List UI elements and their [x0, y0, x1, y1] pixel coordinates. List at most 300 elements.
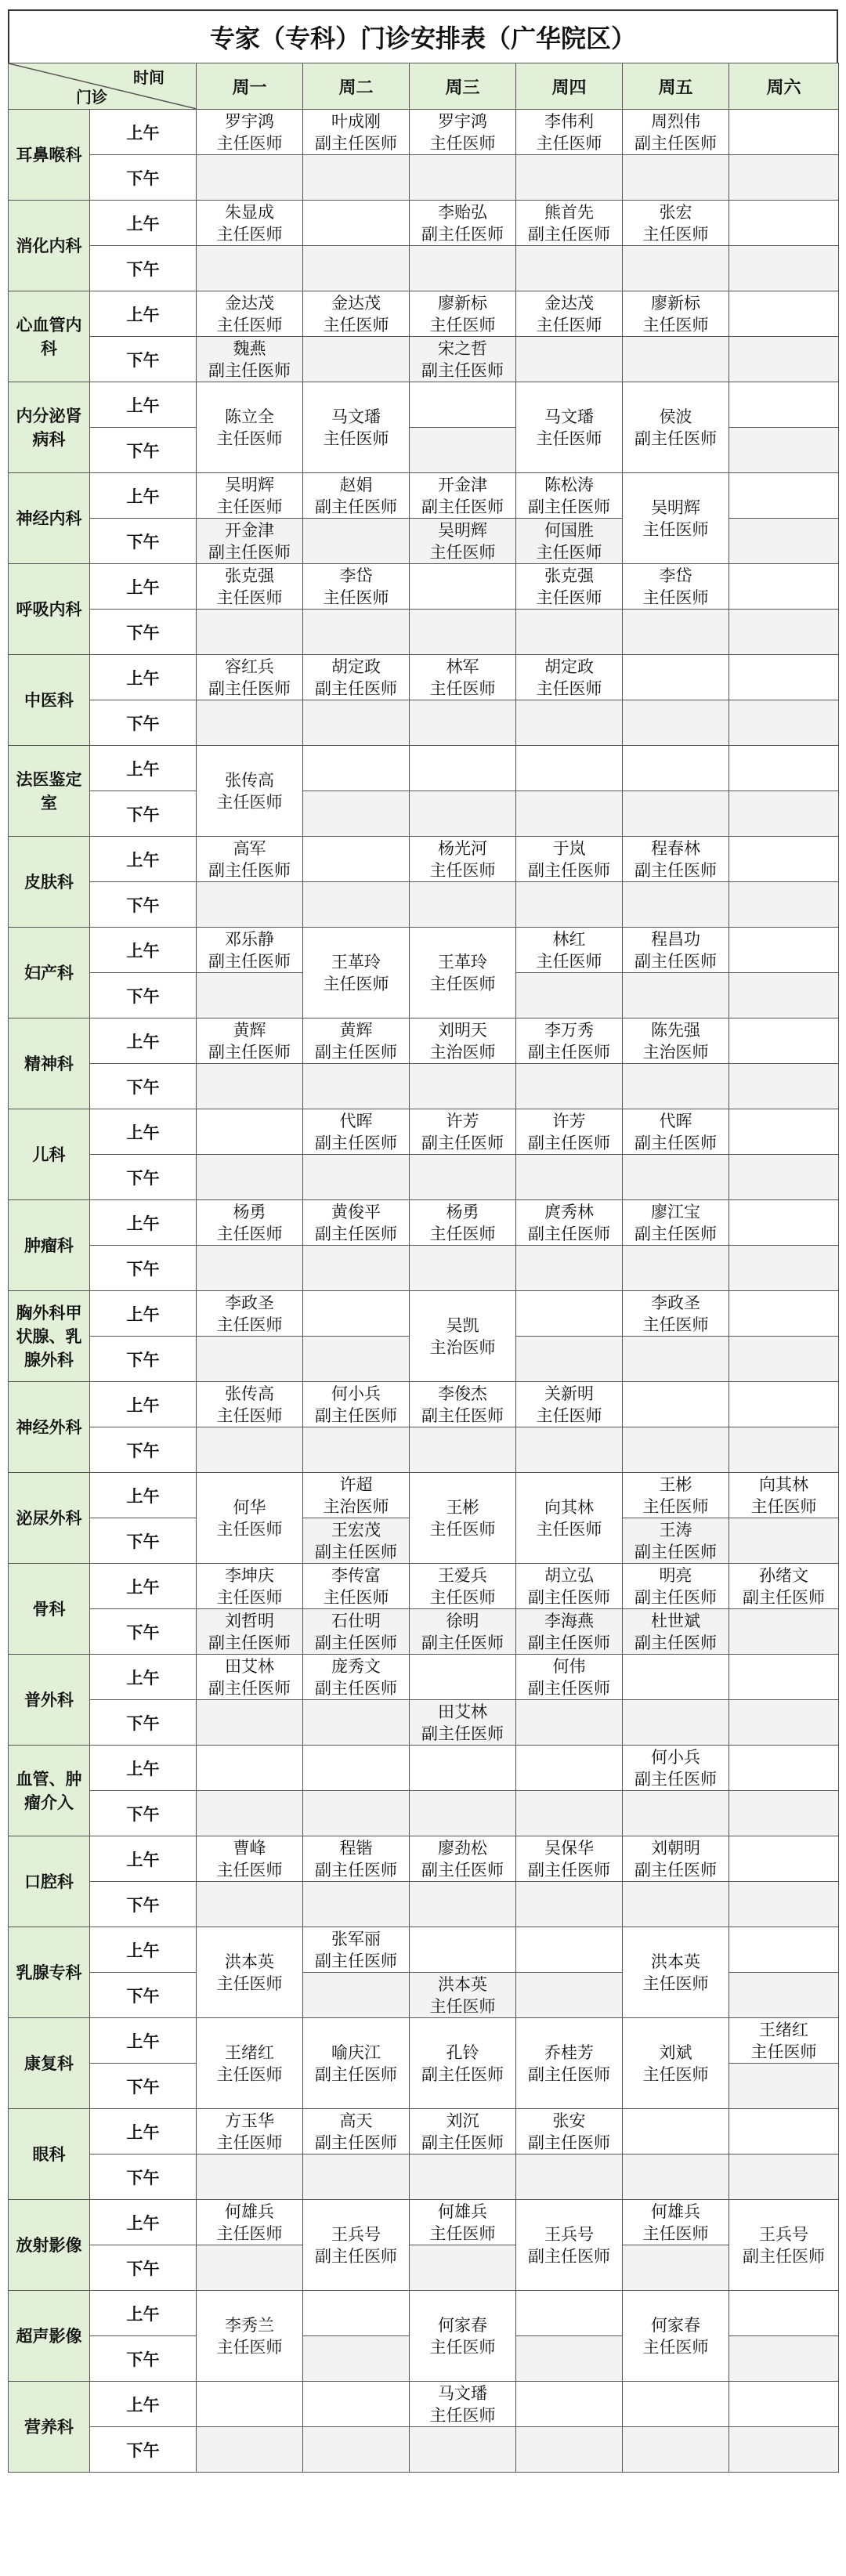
schedule-cell-mon-am: [197, 2382, 303, 2427]
department-name: 神经外科: [9, 1382, 90, 1473]
doctor-name: 李贻弘: [438, 202, 487, 222]
doctor-name: 宋之哲: [438, 338, 487, 358]
doctor-name: 林军: [446, 657, 479, 676]
schedule-cell-fri-pm: [623, 973, 729, 1018]
schedule-cell-mon-pm: [197, 1246, 303, 1291]
afternoon-label: 下午: [90, 1700, 197, 1746]
schedule-cell-sat-pm: [729, 1427, 839, 1473]
schedule-cell-fri-am: [623, 1473, 729, 1518]
afternoon-label: 下午: [90, 428, 197, 473]
schedule-cell-thu-pm: [516, 973, 623, 1018]
doctor-name: 王宏茂: [331, 1520, 381, 1539]
schedule-row-am: [9, 1655, 839, 1700]
schedule-cell-sat-am: [729, 1655, 839, 1700]
schedule-cell-fri-am: [623, 1018, 729, 1064]
schedule-cell-tue-am: [303, 1109, 410, 1155]
doctor-title: 主任医师: [642, 2064, 709, 2084]
doctor-name: 张克强: [544, 566, 594, 585]
schedule-cell-wed-pm: [410, 1882, 516, 1927]
doctor-name: 李传富: [331, 1565, 381, 1585]
schedule-cell-wed-am: [410, 2200, 516, 2245]
schedule-cell-wed-pm: [410, 2155, 516, 2200]
doctor-title: 副主任医师: [528, 1678, 610, 1698]
doctor-name: 方玉华: [225, 2111, 274, 2130]
day-header-mon: 周一: [197, 63, 303, 110]
doctor-name: 陈立全: [225, 407, 274, 426]
doctor-title: 主任医师: [323, 315, 389, 335]
schedule-cell-tue-am: [303, 110, 410, 155]
schedule-cell-thu-pm: [516, 2427, 623, 2473]
schedule-cell-sat-am: [729, 837, 839, 882]
doctor-name: 程锴: [339, 1838, 373, 1858]
doctor-name: 乔桂芳: [544, 2042, 594, 2062]
doctor-title: 主任医师: [216, 1587, 283, 1607]
schedule-cell-thu-pm: [516, 2336, 623, 2382]
schedule-cell-tue-pm: [303, 1155, 410, 1200]
doctor-title: 副主任医师: [634, 1860, 717, 1880]
schedule-cell-thu-am: [516, 382, 623, 473]
schedule-cell-tue-am: [303, 2291, 410, 2336]
doctor-title: 主任医师: [323, 974, 389, 993]
doctor-title: 主任医师: [642, 519, 709, 539]
schedule-cell-thu-pm: [516, 1246, 623, 1291]
doctor-title: 主任医师: [216, 2133, 283, 2152]
doctor-name: 曹峰: [233, 1838, 266, 1858]
schedule-cell-fri-am: [623, 837, 729, 882]
department-name: 血管、肿瘤介入: [9, 1746, 90, 1836]
schedule-cell-mon-am: [197, 2109, 303, 2155]
doctor-name: 王兵号: [759, 2224, 808, 2244]
schedule-cell-tue-am: [303, 2018, 410, 2109]
doctor-title: 主任医师: [323, 588, 389, 607]
doctor-name: 向其林: [759, 1474, 808, 1494]
doctor-name: 吴保华: [544, 1838, 594, 1858]
doctor-title: 主任医师: [429, 1587, 496, 1607]
doctor-title: 副主任医师: [208, 1042, 291, 1062]
morning-label: 上午: [90, 473, 197, 519]
schedule-row-am: [9, 1836, 839, 1882]
doctor-title: 副主任医师: [315, 1678, 397, 1698]
schedule-cell-fri-pm: [623, 1700, 729, 1746]
doctor-title: 主任医师: [536, 315, 602, 335]
doctor-title: 主任医师: [642, 1315, 709, 1334]
doctor-title: 副主任医师: [421, 1724, 504, 1743]
schedule-cell-tue-am: [303, 1018, 410, 1064]
schedule-cell-tue-pm: [303, 1427, 410, 1473]
doctor-name: 何家春: [651, 2315, 700, 2335]
doctor-title: 副主任医师: [421, 360, 504, 380]
schedule-cell-tue-pm: [303, 700, 410, 746]
afternoon-label: 下午: [90, 1155, 197, 1200]
morning-label: 上午: [90, 1109, 197, 1155]
doctor-name: 李岱: [339, 566, 373, 585]
schedule-cell-mon-pm: [197, 2245, 303, 2291]
schedule-cell-fri-am: [623, 564, 729, 610]
schedule-cell-fri-pm: [623, 2155, 729, 2200]
doctor-name: 李岱: [659, 566, 692, 585]
doctor-title: 主任医师: [216, 497, 283, 516]
doctor-title: 主任医师: [536, 133, 602, 153]
schedule-cell-thu-am: [516, 1473, 623, 1564]
schedule-cell-sat-am: [729, 1473, 839, 1518]
doctor-title: 副主任医师: [528, 1860, 610, 1880]
schedule-cell-mon-pm: [197, 2155, 303, 2200]
schedule-cell-sat-am: [729, 1836, 839, 1882]
schedule-row-am: [9, 2018, 839, 2064]
schedule-cell-tue-pm: [303, 337, 410, 382]
morning-label: 上午: [90, 2382, 197, 2427]
schedule-cell-thu-am: [516, 1927, 623, 1973]
schedule-cell-tue-pm: [303, 2336, 410, 2382]
schedule-cell-sat-pm: [729, 882, 839, 928]
doctor-name: 何国胜: [544, 520, 594, 540]
morning-label: 上午: [90, 746, 197, 791]
schedule-cell-mon-pm: [197, 246, 303, 291]
schedule-cell-wed-pm: [410, 155, 516, 201]
doctor-name: 罗宇鸿: [225, 111, 274, 131]
department-name: 胸外科甲状腺、乳腺外科: [9, 1291, 90, 1382]
doctor-title: 副主任医师: [208, 860, 291, 880]
schedule-cell-sat-am: [729, 2200, 839, 2291]
schedule-cell-wed-pm: [410, 791, 516, 837]
department-name: 心血管内科: [9, 291, 90, 382]
schedule-row-pm: [9, 1882, 839, 1927]
schedule-cell-tue-pm: [303, 1882, 410, 1927]
schedule-cell-wed-am: [410, 110, 516, 155]
schedule-cell-mon-am: [197, 1018, 303, 1064]
schedule-row-am: [9, 928, 839, 973]
department-name: 口腔科: [9, 1836, 90, 1927]
schedule-row-am: [9, 1109, 839, 1155]
doctor-title: 主任医师: [536, 429, 602, 448]
schedule-cell-mon-pm: [197, 1064, 303, 1109]
schedule-cell-mon-am: [197, 746, 303, 837]
doctor-title: 主治医师: [323, 1496, 389, 1516]
doctor-title: 主任医师: [536, 678, 602, 698]
doctor-name: 陈松涛: [544, 475, 594, 494]
schedule-cell-tue-pm: [303, 1064, 410, 1109]
schedule-cell-thu-pm: [516, 882, 623, 928]
doctor-title: 副主任医师: [315, 678, 397, 698]
doctor-name: 孔铃: [446, 2042, 479, 2062]
schedule-cell-thu-pm: [516, 791, 623, 837]
doctor-title: 主任医师: [216, 1860, 283, 1880]
schedule-cell-tue-pm: [303, 2427, 410, 2473]
morning-label: 上午: [90, 1655, 197, 1700]
afternoon-label: 下午: [90, 519, 197, 564]
morning-label: 上午: [90, 1200, 197, 1246]
morning-label: 上午: [90, 837, 197, 882]
doctor-name: 田艾林: [225, 1656, 274, 1676]
schedule-cell-fri-pm: [623, 791, 729, 837]
department-name: 泌尿外科: [9, 1473, 90, 1564]
doctor-title: 主任医师: [642, 588, 709, 607]
doctor-name: 石仕明: [331, 1611, 381, 1630]
doctor-name: 胡定政: [544, 657, 594, 676]
schedule-cell-thu-am: [516, 1382, 623, 1427]
doctor-title: 副主任医师: [315, 2064, 397, 2084]
schedule-cell-mon-am: [197, 655, 303, 700]
doctor-title: 副主任医师: [208, 542, 291, 562]
schedule-cell-thu-pm: [516, 1155, 623, 1200]
morning-label: 上午: [90, 1291, 197, 1337]
department-name: 呼吸内科: [9, 564, 90, 655]
schedule-cell-wed-am: [410, 291, 516, 337]
doctor-title: 主任医师: [536, 542, 602, 562]
doctor-title: 副主任医师: [634, 1133, 717, 1152]
doctor-title: 主治医师: [429, 1337, 496, 1357]
schedule-cell-tue-am: [303, 1655, 410, 1700]
schedule-cell-tue-am: [303, 2109, 410, 2155]
schedule-cell-tue-am: [303, 564, 410, 610]
doctor-title: 主任医师: [216, 429, 283, 448]
doctor-title: 主任医师: [429, 2337, 496, 2357]
doctor-title: 主任医师: [429, 315, 496, 335]
doctor-name: 王革玲: [438, 952, 487, 971]
doctor-name: 孙绪文: [759, 1565, 808, 1585]
doctor-title: 主任医师: [642, 2223, 709, 2243]
schedule-cell-wed-am: [410, 746, 516, 791]
schedule-cell-sat-am: [729, 1109, 839, 1155]
morning-label: 上午: [90, 110, 197, 155]
doctor-title: 副主任医师: [743, 1587, 825, 1607]
department-name: 中医科: [9, 655, 90, 746]
schedule-row-am: [9, 2382, 839, 2427]
afternoon-label: 下午: [90, 1518, 197, 1564]
schedule-cell-wed-am: [410, 1382, 516, 1427]
schedule-cell-mon-pm: [197, 155, 303, 201]
schedule-cell-mon-pm: [197, 882, 303, 928]
schedule-cell-wed-am: [410, 473, 516, 519]
doctor-name: 马文璠: [331, 407, 381, 426]
schedule-row-pm: [9, 1609, 839, 1655]
doctor-name: 开金津: [225, 520, 274, 540]
schedule-cell-fri-am: [623, 473, 729, 564]
schedule-cell-fri-am: [623, 2291, 729, 2382]
doctor-name: 张克强: [225, 566, 274, 585]
schedule-cell-wed-am: [410, 2018, 516, 2109]
doctor-title: 副主任医师: [315, 1224, 397, 1243]
doctor-title: 副主任医师: [634, 1633, 717, 1652]
schedule-cell-thu-am: [516, 564, 623, 610]
doctor-title: 主任医师: [216, 1974, 283, 1993]
doctor-name: 田艾林: [438, 1702, 487, 1721]
doctor-name: 王绪红: [225, 2042, 274, 2062]
department-name: 肿瘤科: [9, 1200, 90, 1291]
schedule-row-pm: [9, 155, 839, 201]
doctor-name: 金达茂: [331, 293, 381, 313]
morning-label: 上午: [90, 1746, 197, 1791]
doctor-title: 主治医师: [429, 1042, 496, 1062]
doctor-title: 主任医师: [216, 315, 283, 335]
doctor-title: 主任医师: [216, 588, 283, 607]
doctor-name: 林红: [552, 929, 586, 949]
doctor-title: 副主任医师: [315, 1542, 397, 1561]
doctor-title: 主任医师: [642, 2337, 709, 2357]
schedule-row-am: [9, 291, 839, 337]
doctor-title: 副主任医师: [634, 1542, 717, 1561]
schedule-cell-wed-am: [410, 1200, 516, 1246]
department-name: 眼科: [9, 2109, 90, 2200]
doctor-name: 李秀兰: [225, 2315, 274, 2335]
day-header-tue: 周二: [303, 63, 410, 110]
schedule-cell-fri-am: [623, 201, 729, 246]
schedule-cell-mon-am: [197, 837, 303, 882]
schedule-cell-fri-am: [623, 1291, 729, 1337]
schedule-cell-thu-pm: [516, 337, 623, 382]
doctor-name: 黄辉: [339, 1020, 373, 1040]
morning-label: 上午: [90, 2018, 197, 2064]
doctor-title: 副主任医师: [315, 1951, 397, 1970]
schedule-cell-wed-am: [410, 1836, 516, 1882]
doctor-title: 主任医师: [536, 588, 602, 607]
doctor-name: 容红兵: [225, 657, 274, 676]
schedule-cell-sat-am: [729, 564, 839, 610]
schedule-cell-sat-am: [729, 655, 839, 700]
department-name: 普外科: [9, 1655, 90, 1746]
schedule-row-am: [9, 1018, 839, 1064]
schedule-cell-thu-am: [516, 2200, 623, 2291]
doctor-title: 主治医师: [642, 1042, 709, 1062]
schedule-cell-sat-am: [729, 1382, 839, 1427]
schedule-cell-sat-am: [729, 1200, 839, 1246]
afternoon-label: 下午: [90, 1791, 197, 1836]
morning-label: 上午: [90, 1564, 197, 1609]
schedule-cell-thu-am: [516, 928, 623, 973]
schedule-cell-fri-pm: [623, 700, 729, 746]
schedule-row-pm: [9, 791, 839, 837]
doctor-title: 副主任医师: [315, 1133, 397, 1152]
schedule-sheet: [8, 9, 838, 2473]
afternoon-label: 下午: [90, 1973, 197, 2018]
schedule-cell-thu-am: [516, 1746, 623, 1791]
doctor-name: 张传高: [225, 1384, 274, 1403]
schedule-cell-thu-am: [516, 2291, 623, 2336]
doctor-name: 张军丽: [331, 1929, 381, 1948]
department-name: 妇产科: [9, 928, 90, 1018]
schedule-row-am: [9, 1746, 839, 1791]
schedule-cell-tue-pm: [303, 155, 410, 201]
morning-label: 上午: [90, 564, 197, 610]
doctor-title: 副主任医师: [528, 1633, 610, 1652]
schedule-cell-fri-pm: [623, 1064, 729, 1109]
schedule-cell-tue-am: [303, 2200, 410, 2291]
doctor-title: 副主任医师: [634, 860, 717, 880]
schedule-cell-tue-am: [303, 1564, 410, 1609]
schedule-cell-thu-am: [516, 291, 623, 337]
schedule-cell-wed-pm: [410, 1064, 516, 1109]
afternoon-label: 下午: [90, 1609, 197, 1655]
schedule-cell-mon-am: [197, 1382, 303, 1427]
doctor-name: 王彬: [659, 1474, 692, 1494]
schedule-cell-tue-am: [303, 2382, 410, 2427]
doctor-title: 副主任医师: [634, 1587, 717, 1607]
doctor-name: 程昌功: [651, 929, 700, 949]
schedule-cell-sat-pm: [729, 1791, 839, 1836]
morning-label: 上午: [90, 1018, 197, 1064]
doctor-name: 王兵号: [544, 2224, 594, 2244]
schedule-cell-mon-am: [197, 1746, 303, 1791]
doctor-title: 主任医师: [216, 1406, 283, 1425]
schedule-cell-wed-am: [410, 1109, 516, 1155]
schedule-table: [8, 63, 839, 2473]
schedule-cell-sat-am: [729, 1927, 839, 1973]
day-header-wed: 周三: [410, 63, 516, 110]
schedule-cell-sat-am: [729, 2109, 839, 2155]
morning-label: 上午: [90, 201, 197, 246]
schedule-row-am: [9, 655, 839, 700]
schedule-row-pm: [9, 1155, 839, 1200]
schedule-cell-wed-pm: [410, 2427, 516, 2473]
schedule-cell-thu-am: [516, 837, 623, 882]
schedule-cell-thu-am: [516, 746, 623, 791]
schedule-cell-tue-pm: [303, 2155, 410, 2200]
doctor-name: 王彬: [446, 1497, 479, 1517]
schedule-cell-fri-pm: [623, 2245, 729, 2291]
doctor-title: 主任医师: [216, 133, 283, 153]
schedule-row-am: [9, 564, 839, 610]
schedule-cell-thu-am: [516, 1836, 623, 1882]
doctor-name: 李海燕: [544, 1611, 594, 1630]
schedule-cell-tue-pm: [303, 519, 410, 564]
doctor-name: 于岚: [552, 838, 586, 858]
schedule-cell-wed-am: [410, 1655, 516, 1700]
doctor-name: 赵娟: [339, 475, 373, 494]
doctor-name: 魏燕: [233, 338, 266, 358]
schedule-cell-wed-am: [410, 655, 516, 700]
schedule-cell-mon-am: [197, 2018, 303, 2109]
schedule-row-am: [9, 2200, 839, 2245]
schedule-row-am: [9, 382, 839, 428]
schedule-cell-wed-am: [410, 1564, 516, 1609]
schedule-cell-mon-pm: [197, 1700, 303, 1746]
schedule-cell-tue-am: [303, 473, 410, 519]
schedule-cell-thu-pm: [516, 246, 623, 291]
doctor-name: 开金津: [438, 475, 487, 494]
doctor-name: 马文璠: [438, 2383, 487, 2403]
schedule-row-pm: [9, 882, 839, 928]
doctor-title: 副主任医师: [421, 1133, 504, 1152]
schedule-cell-sat-pm: [729, 1246, 839, 1291]
schedule-cell-tue-am: [303, 1200, 410, 1246]
schedule-cell-wed-am: [410, 1746, 516, 1791]
doctor-title: 主任医师: [216, 1519, 283, 1539]
schedule-cell-wed-pm: [410, 246, 516, 291]
doctor-name: 代晖: [659, 1111, 692, 1131]
doctor-name: 何雄兵: [225, 2202, 274, 2221]
doctor-title: 副主任医师: [315, 497, 397, 516]
schedule-cell-fri-am: [623, 2018, 729, 2109]
schedule-row-am: [9, 1927, 839, 1973]
doctor-title: 副主任医师: [421, 2064, 504, 2084]
schedule-cell-fri-am: [623, 1927, 729, 2018]
morning-label: 上午: [90, 2291, 197, 2336]
schedule-cell-sat-pm: [729, 1518, 839, 1564]
doctor-title: 主任医师: [536, 1519, 602, 1539]
schedule-cell-mon-am: [197, 564, 303, 610]
schedule-cell-mon-pm: [197, 1791, 303, 1836]
schedule-cell-sat-pm: [729, 428, 839, 473]
schedule-cell-sat-pm: [729, 2427, 839, 2473]
schedule-cell-fri-am: [623, 2200, 729, 2245]
schedule-cell-tue-am: [303, 1473, 410, 1518]
doctor-name: 杨光河: [438, 838, 487, 858]
schedule-cell-sat-pm: [729, 519, 839, 564]
schedule-cell-mon-am: [197, 1200, 303, 1246]
department-name: 法医鉴定室: [9, 746, 90, 837]
doctor-title: 主任医师: [323, 1587, 389, 1607]
schedule-cell-mon-pm: [197, 610, 303, 655]
